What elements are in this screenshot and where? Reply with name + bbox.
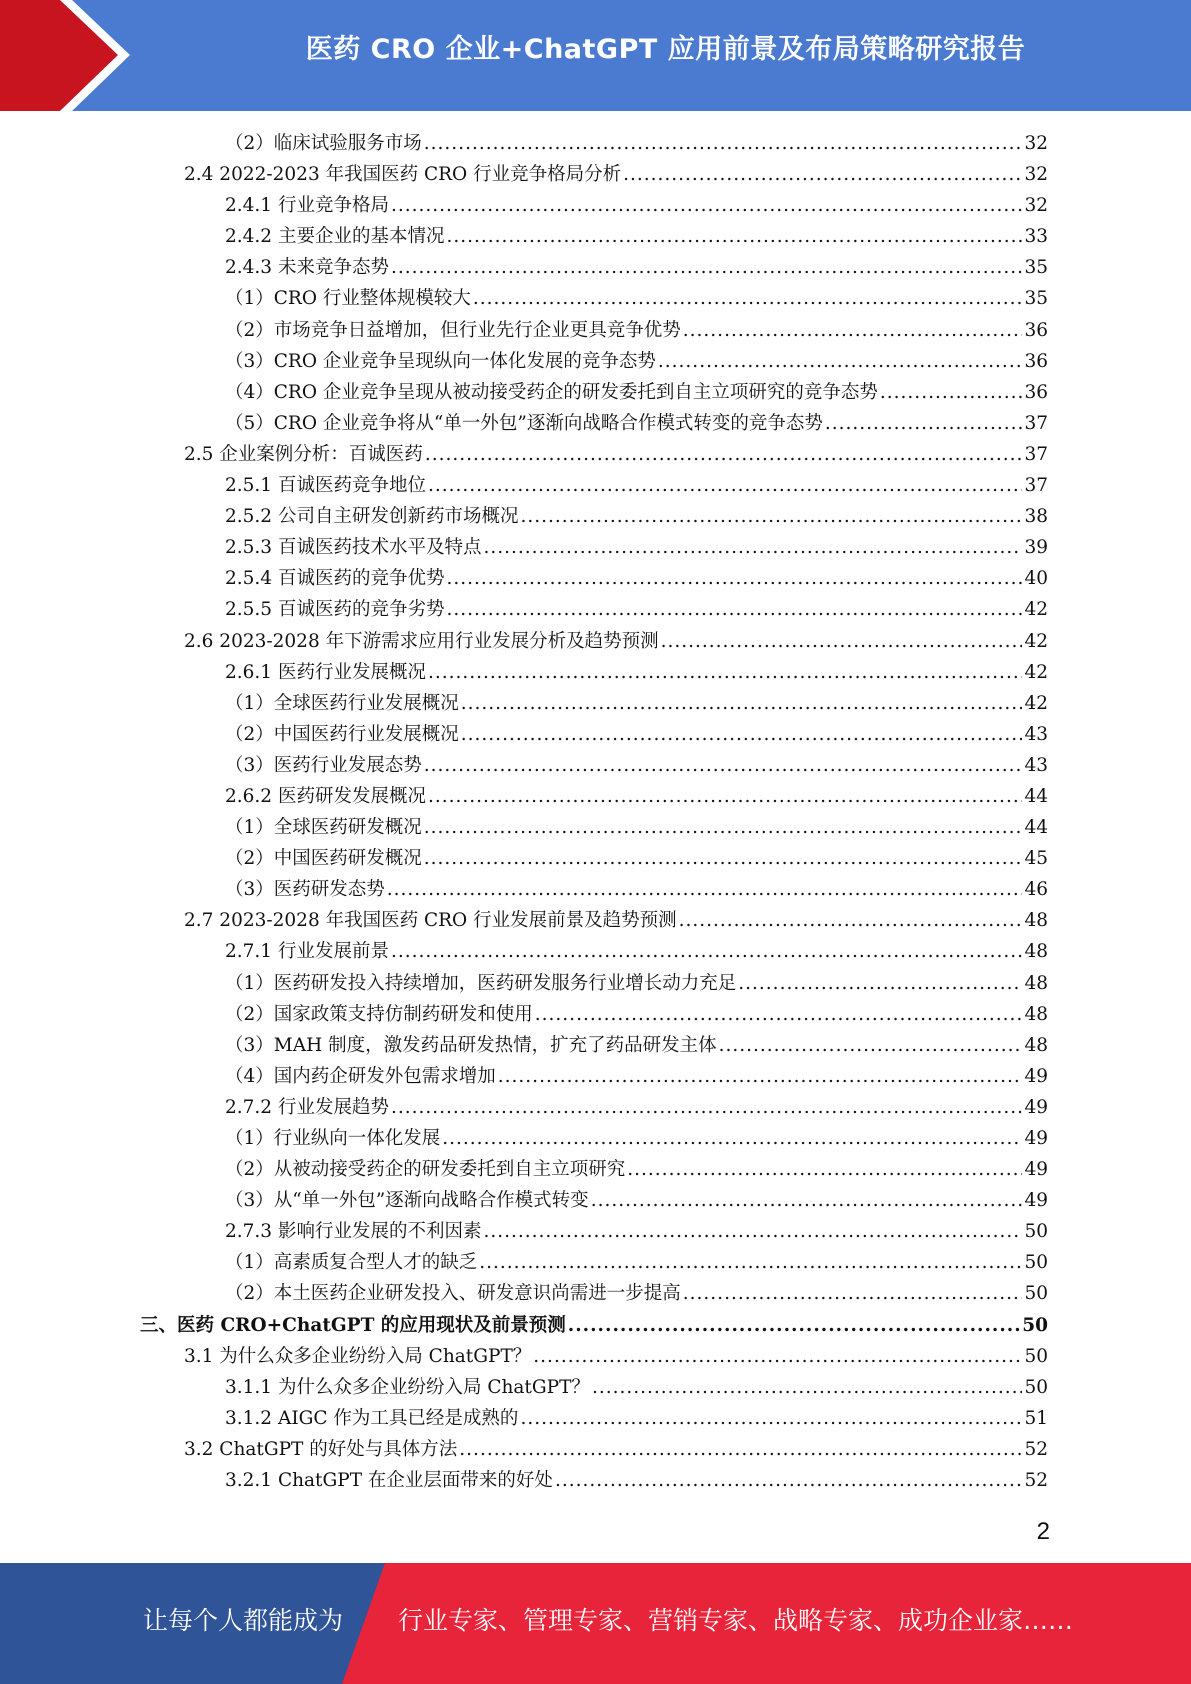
- toc-entry[interactable]: [140, 377, 1048, 408]
- toc-entry[interactable]: [140, 999, 1048, 1030]
- dot-leader: [719, 1030, 1023, 1061]
- toc-entry[interactable]: [140, 315, 1048, 346]
- dot-leader: [627, 1154, 1022, 1185]
- toc-entry-page: 51: [1024, 1407, 1048, 1429]
- toc-entry-title: 2.4.2 主要企业的基本情况: [225, 226, 445, 248]
- toc-entry-title: （2）本土医药企业研发投入、研发意识尚需进一步提高: [225, 1283, 681, 1305]
- dot-leader: [661, 626, 1023, 657]
- toc-entry-title: 2.4.3 未来竞争态势: [225, 257, 389, 279]
- toc-entry[interactable]: [140, 936, 1048, 967]
- dot-leader: [442, 1123, 1022, 1154]
- toc-entry-page: 48: [1024, 1034, 1048, 1056]
- toc-entry-title: 2.5 企业案例分析：百诚医药: [184, 443, 423, 465]
- toc-entry[interactable]: [140, 1341, 1048, 1372]
- page-header: [0, 0, 1191, 111]
- toc-entry[interactable]: [140, 190, 1048, 221]
- toc-entry[interactable]: [140, 1030, 1048, 1061]
- toc-entry[interactable]: [140, 1247, 1048, 1278]
- toc-entry-title: 2.5.2 公司自主研发创新药市场概况: [225, 506, 519, 528]
- toc-entry-title: 3.1 为什么众多企业纷纷入局 ChatGPT？: [184, 1345, 532, 1367]
- toc-entry-title: （2）中国医药行业发展概况: [225, 723, 459, 745]
- toc-entry-title: 2.6.1 医药行业发展概况: [225, 661, 426, 683]
- dot-leader: [483, 532, 1022, 563]
- dot-leader: [461, 719, 1023, 750]
- toc-entry-page: 35: [1024, 288, 1048, 310]
- toc-entry-title: 2.4 2022-2023 年我国医药 CRO 行业竞争格局分析: [184, 164, 622, 186]
- toc-entry[interactable]: [140, 812, 1048, 843]
- toc-entry-title: 2.5.1 百诚医药竞争地位: [225, 475, 426, 497]
- toc-entry-page: 48: [1024, 1003, 1048, 1025]
- toc-entry[interactable]: [140, 1278, 1048, 1309]
- toc-entry[interactable]: [140, 688, 1048, 719]
- toc-entry[interactable]: [140, 128, 1048, 159]
- toc-entry-page: 48: [1024, 910, 1048, 932]
- dot-leader: [498, 1061, 1023, 1092]
- dot-leader: [479, 1247, 1022, 1278]
- toc-entry[interactable]: [140, 1154, 1048, 1185]
- toc-entry[interactable]: [140, 501, 1048, 532]
- toc-entry[interactable]: [140, 1061, 1048, 1092]
- toc-entry[interactable]: [140, 1092, 1048, 1123]
- toc-entry-page: 48: [1024, 941, 1048, 963]
- toc-entry-page: 38: [1024, 506, 1048, 528]
- toc-entry-title: （3）CRO 企业竞争呈现纵向一体化发展的竞争态势: [225, 350, 656, 372]
- toc-entry-page: 36: [1024, 381, 1048, 403]
- toc-entry-title: 2.6 2023-2028 年下游需求应用行业发展分析及趋势预测: [184, 630, 659, 652]
- toc-entry-title: （2）中国医药研发概况: [225, 848, 422, 870]
- toc-entry-title: 2.6.2 医药研发发展概况: [225, 785, 426, 807]
- toc-entry[interactable]: [140, 781, 1048, 812]
- toc-entry-page: 43: [1024, 723, 1048, 745]
- toc-entry-page: 50: [1024, 1221, 1048, 1243]
- toc-entry[interactable]: [140, 532, 1048, 563]
- toc-entry-title: 2.7.3 影响行业发展的不利因素: [225, 1221, 482, 1243]
- toc-entry[interactable]: [140, 408, 1048, 439]
- toc-entry[interactable]: [140, 439, 1048, 470]
- toc-entry[interactable]: [140, 1216, 1048, 1247]
- dot-leader: [391, 190, 1022, 221]
- toc-entry-page: 50: [1024, 1376, 1048, 1398]
- toc-entry-title: 2.5.5 百诚医药的竞争劣势: [225, 599, 445, 621]
- table-of-contents: [140, 128, 1048, 1496]
- toc-entry-title: 3.2 ChatGPT 的好处与具体方法: [184, 1438, 458, 1460]
- toc-entry-page: 36: [1024, 319, 1048, 341]
- dot-leader: [825, 408, 1023, 439]
- dot-leader: [520, 1403, 1022, 1434]
- toc-entry-page: 52: [1024, 1438, 1048, 1460]
- dot-leader: [679, 905, 1023, 936]
- toc-entry-title: （2）从被动接受药企的研发委托到自主立项研究: [225, 1159, 626, 1181]
- toc-entry-title: 2.5.3 百诚医药技术水平及特点: [225, 537, 482, 559]
- toc-entry-title: 2.4.1 行业竞争格局: [225, 195, 389, 217]
- dot-leader: [592, 1372, 1023, 1403]
- dot-leader: [555, 1465, 1023, 1496]
- toc-entry-title: （4）CRO 企业竞争呈现从被动接受药企的研发委托到自主立项研究的竞争态势: [225, 381, 878, 403]
- dot-leader: [425, 439, 1023, 470]
- toc-entry[interactable]: [140, 159, 1048, 190]
- toc-entry-title: 三、医药 CRO+ChatGPT 的应用现状及前景预测: [140, 1314, 566, 1336]
- toc-entry[interactable]: [140, 252, 1048, 283]
- toc-entry-title: （1）全球医药研发概况: [225, 817, 422, 839]
- toc-entry[interactable]: [140, 626, 1048, 657]
- footer-slogan-right: 行业专家、管理专家、营销专家、战略专家、成功企业家……: [398, 1606, 1074, 1635]
- toc-entry-page: 50: [1024, 1345, 1048, 1367]
- page-footer: [0, 1563, 1191, 1684]
- toc-entry-page: 46: [1024, 879, 1048, 901]
- toc-entry-page: 49: [1024, 1128, 1048, 1149]
- toc-entry-title: （3）医药研发态势: [225, 879, 385, 901]
- toc-entry-page: 33: [1024, 226, 1048, 248]
- dot-leader: [391, 1092, 1022, 1123]
- toc-entry-page: 42: [1024, 661, 1048, 683]
- toc-entry-page: 44: [1024, 785, 1048, 807]
- toc-entry-page: 44: [1024, 817, 1048, 839]
- dot-leader: [428, 657, 1022, 688]
- toc-entry-page: 32: [1024, 195, 1048, 217]
- toc-entry-page: 42: [1024, 692, 1048, 714]
- dot-leader: [424, 750, 1023, 781]
- toc-entry-title: （1）高素质复合型人才的缺乏: [225, 1252, 478, 1274]
- toc-entry[interactable]: [140, 1372, 1048, 1403]
- page-number: 2: [1036, 1518, 1050, 1545]
- toc-entry-title: （2）临床试验服务市场: [225, 133, 422, 154]
- dot-leader: [428, 781, 1022, 812]
- dot-leader: [446, 221, 1022, 252]
- toc-entry-title: 3.2.1 ChatGPT 在企业层面带来的好处: [225, 1470, 553, 1492]
- toc-entry[interactable]: [140, 843, 1048, 874]
- dot-leader: [391, 936, 1022, 967]
- toc-entry-page: 50: [1022, 1314, 1048, 1336]
- dot-leader: [446, 594, 1022, 625]
- toc-entry-page: 45: [1024, 848, 1048, 870]
- toc-entry-title: 2.7.1 行业发展前景: [225, 941, 389, 963]
- toc-entry-page: 36: [1024, 350, 1048, 372]
- toc-entry-page: 37: [1024, 443, 1048, 465]
- toc-entry-title: （1）CRO 行业整体规模较大: [225, 288, 471, 310]
- toc-entry-title: （3）从“单一外包”逐渐向战略合作模式转变: [225, 1190, 589, 1212]
- toc-entry-page: 50: [1024, 1283, 1048, 1305]
- toc-entry-page: 32: [1024, 133, 1048, 154]
- dot-leader: [446, 563, 1022, 594]
- toc-entry-page: 37: [1024, 475, 1048, 497]
- dot-leader: [738, 968, 1022, 999]
- toc-entry-title: 2.5.4 百诚医药的竞争优势: [225, 568, 445, 590]
- toc-entry[interactable]: [140, 1465, 1048, 1496]
- dot-leader: [683, 1278, 1023, 1309]
- dot-leader: [520, 501, 1022, 532]
- dot-leader: [428, 470, 1022, 501]
- toc-entry-title: （1）行业纵向一体化发展: [225, 1128, 441, 1149]
- toc-entry-title: （1）医药研发投入持续增加，医药研发服务行业增长动力充足: [225, 972, 737, 994]
- toc-entry-page: 42: [1024, 630, 1048, 652]
- toc-entry[interactable]: [140, 1434, 1048, 1465]
- toc-entry[interactable]: [140, 657, 1048, 688]
- toc-entry[interactable]: [140, 283, 1048, 314]
- toc-entry-page: 37: [1024, 412, 1048, 434]
- dot-leader: [387, 874, 1023, 905]
- dot-leader: [424, 128, 1023, 159]
- toc-entry-page: 40: [1024, 568, 1048, 590]
- toc-entry[interactable]: [140, 594, 1048, 625]
- toc-entry-page: 42: [1024, 599, 1048, 621]
- toc-entry-page: 49: [1024, 1159, 1048, 1181]
- report-title: 医药 CRO 企业+ChatGPT 应用前景及布局策略研究报告: [305, 34, 1026, 65]
- toc-entry-title: 2.7.2 行业发展趋势: [225, 1096, 389, 1118]
- dot-leader: [391, 252, 1022, 283]
- toc-entry[interactable]: [140, 1123, 1048, 1154]
- toc-entry[interactable]: [140, 905, 1048, 936]
- toc-entry-page: 48: [1024, 972, 1048, 994]
- toc-entry[interactable]: [140, 719, 1048, 750]
- dot-leader: [658, 346, 1023, 377]
- toc-entry[interactable]: [140, 750, 1048, 781]
- toc-entry[interactable]: [140, 221, 1048, 252]
- toc-entry-title: 2.7 2023-2028 年我国医药 CRO 行业发展前景及趋势预测: [184, 910, 677, 932]
- toc-entry[interactable]: [140, 1403, 1048, 1434]
- toc-entry-title: （3）医药行业发展态势: [225, 754, 422, 776]
- toc-entry-page: 49: [1024, 1096, 1048, 1118]
- toc-entry[interactable]: [140, 874, 1048, 905]
- dot-leader: [424, 843, 1023, 874]
- dot-leader: [623, 159, 1022, 190]
- dot-leader: [459, 1434, 1022, 1465]
- toc-entry-page: 49: [1024, 1190, 1048, 1212]
- toc-entry-page: 50: [1024, 1252, 1048, 1274]
- dot-leader: [591, 1185, 1023, 1216]
- toc-entry-page: 52: [1024, 1470, 1048, 1492]
- toc-entry-page: 39: [1024, 537, 1048, 559]
- toc-entry-title: （5）CRO 企业竞争将从“单一外包”逐渐向战略合作模式转变的竞争态势: [225, 412, 823, 434]
- toc-entry-page: 43: [1024, 754, 1048, 776]
- toc-entry[interactable]: [140, 470, 1048, 501]
- dot-leader: [683, 315, 1023, 346]
- dot-leader: [424, 812, 1023, 843]
- toc-entry[interactable]: [140, 968, 1048, 999]
- dot-leader: [461, 688, 1023, 719]
- dot-leader: [880, 377, 1023, 408]
- toc-entry-title: 3.1.1 为什么众多企业纷纷入局 ChatGPT？: [225, 1376, 590, 1398]
- dot-leader: [473, 283, 1023, 314]
- toc-entry-title: （3）MAH 制度，激发药品研发热情，扩充了药品研发主体: [225, 1034, 717, 1056]
- toc-entry-page: 35: [1024, 257, 1048, 279]
- footer-slogan-left: 让每个人都能成为: [143, 1606, 344, 1635]
- toc-entry[interactable]: [140, 1310, 1048, 1341]
- toc-entry[interactable]: [140, 563, 1048, 594]
- dot-leader: [483, 1216, 1022, 1247]
- toc-entry[interactable]: [140, 346, 1048, 377]
- toc-entry-title: 3.1.2 AIGC 作为工具已经是成熟的: [225, 1407, 519, 1429]
- toc-entry-page: 32: [1024, 164, 1048, 186]
- toc-entry-title: （1）全球医药行业发展概况: [225, 692, 459, 714]
- header-arrow-decoration: [0, 0, 160, 111]
- toc-entry[interactable]: [140, 1185, 1048, 1216]
- dot-leader: [533, 1341, 1022, 1372]
- toc-entry-title: （2）国家政策支持仿制药研发和使用: [225, 1003, 533, 1025]
- dot-leader: [568, 1310, 1020, 1341]
- toc-entry-title: （2）市场竞争日益增加，但行业先行企业更具竞争优势: [225, 319, 681, 341]
- toc-entry-title: （4）国内药企研发外包需求增加: [225, 1065, 496, 1087]
- toc-entry-page: 49: [1024, 1065, 1048, 1087]
- dot-leader: [535, 999, 1023, 1030]
